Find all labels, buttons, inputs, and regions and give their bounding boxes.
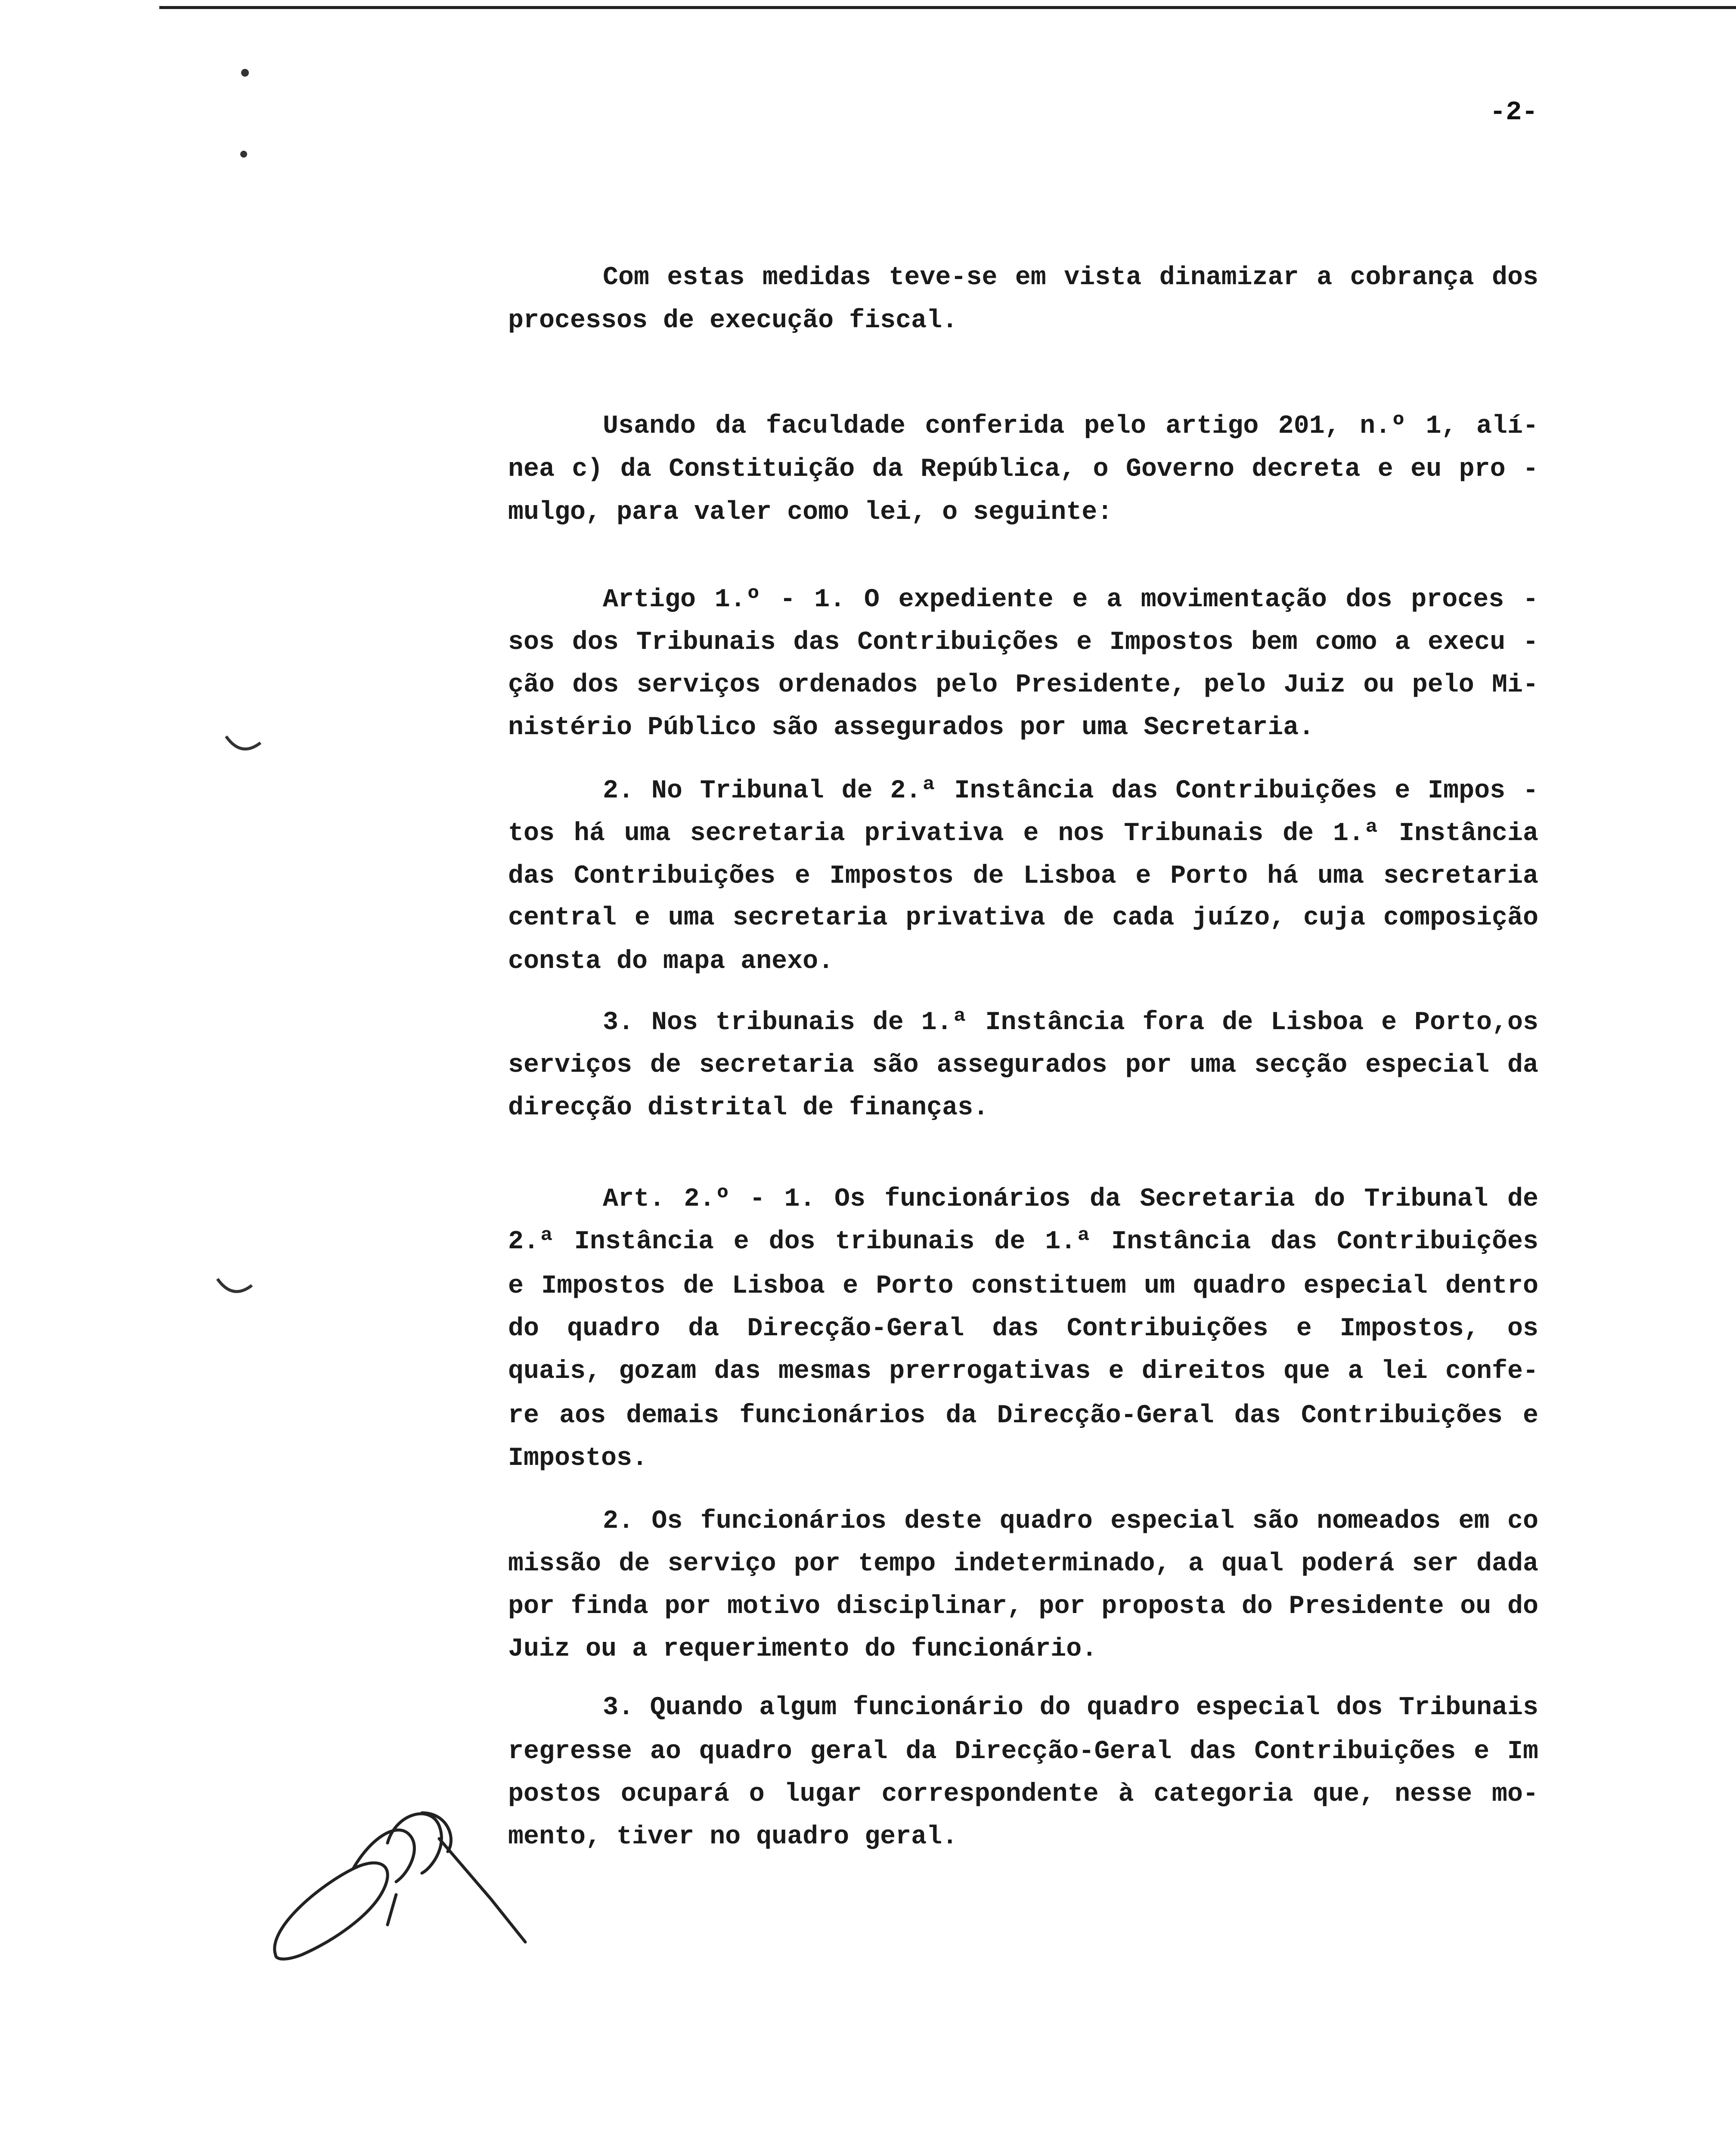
paragraph-line: mento, tiver no quadro geral.: [508, 1822, 958, 1852]
paragraph-line: re aos demais funcionários da Direcção-Geral das Contribuições e: [508, 1401, 1538, 1430]
paragraph-line: tos há uma secretaria privativa e nos Tribunais de 1.ª Instância: [508, 819, 1538, 848]
signature: [267, 1787, 568, 1981]
paragraph-line: nea c) da Constituição da República, o Governo decreta e eu pro -: [508, 455, 1538, 484]
paragraph-line: regresse ao quadro geral da Direcção-Geral das Contribuições e Im: [508, 1737, 1538, 1766]
top-border-line: [159, 6, 1736, 9]
paragraph-line: ção dos serviços ordenados pelo Presidente, pelo Juiz ou pelo Mi-: [508, 670, 1538, 700]
paragraph-line: serviços de secretaria são assegurados por uma secção especial da: [508, 1051, 1538, 1080]
paragraph-line: postos ocupará o lugar correspondente à categoria que, nesse mo-: [508, 1780, 1538, 1809]
paragraph-line: missão de serviço por tempo indeterminado, a qual poderá ser dada: [508, 1549, 1538, 1579]
paragraph-first-line: Com estas medidas teve-se em vista dinamizar a cobrança dos: [603, 263, 1538, 292]
paragraph-line: central e uma secretaria privativa de cada juízo, cuja composição: [508, 903, 1538, 933]
paragraph-line: do quadro da Direcção-Geral das Contribuições e Impostos, os: [508, 1314, 1538, 1343]
paragraph-line: Juiz ou a requerimento do funcionário.: [508, 1635, 1097, 1664]
paragraph-first-line: Usando da faculdade conferida pelo artigo 201, n.º 1, alí-: [603, 412, 1538, 441]
paragraph-line: processos de execução fiscal.: [508, 306, 958, 335]
paragraph-line: mulgo, para valer como lei, o seguinte:: [508, 498, 1113, 527]
margin-mark: [224, 732, 263, 758]
paragraph-first-line: 2. No Tribunal de 2.ª Instância das Contribuições e Impos -: [603, 776, 1538, 806]
punch-hole-mark: [240, 151, 247, 158]
paragraph-line: Impostos.: [508, 1444, 648, 1473]
paragraph-line: direcção distrital de finanças.: [508, 1093, 989, 1123]
paragraph-first-line: Art. 2.º - 1. Os funcionários da Secretaria do Tribunal de: [603, 1185, 1538, 1214]
paragraph-first-line: Artigo 1.º - 1. O expediente e a movimentação dos proces -: [603, 585, 1538, 614]
margin-mark: [215, 1275, 254, 1300]
paragraph-line: nistério Público são assegurados por uma Secretaria.: [508, 713, 1314, 742]
paragraph-line: por finda por motivo disciplinar, por proposta do Presidente ou do: [508, 1592, 1538, 1621]
page-number: -2-: [1490, 97, 1538, 127]
punch-hole-mark: [241, 69, 249, 77]
paragraph-line: consta do mapa anexo.: [508, 947, 834, 976]
paragraph-first-line: 3. Nos tribunais de 1.ª Instância fora de Lisboa e Porto,os: [603, 1008, 1538, 1037]
paragraph-line: das Contribuições e Impostos de Lisboa e Porto há uma secretaria: [508, 862, 1538, 891]
paragraph-first-line: 2. Os funcionários deste quadro especial são nomeados em co: [603, 1507, 1538, 1536]
paragraph-first-line: 3. Quando algum funcionário do quadro especial dos Tribunais: [603, 1693, 1538, 1722]
paragraph-line: sos dos Tribunais das Contribuições e Impostos bem como a execu -: [508, 628, 1538, 657]
paragraph-line: e Impostos de Lisboa e Porto constituem um quadro especial dentro: [508, 1272, 1538, 1301]
paragraph-line: quais, gozam das mesmas prerrogativas e direitos que a lei confe-: [508, 1357, 1538, 1386]
paragraph-line: 2.ª Instância e dos tribunais de 1.ª Instância das Contribuições: [508, 1227, 1538, 1256]
